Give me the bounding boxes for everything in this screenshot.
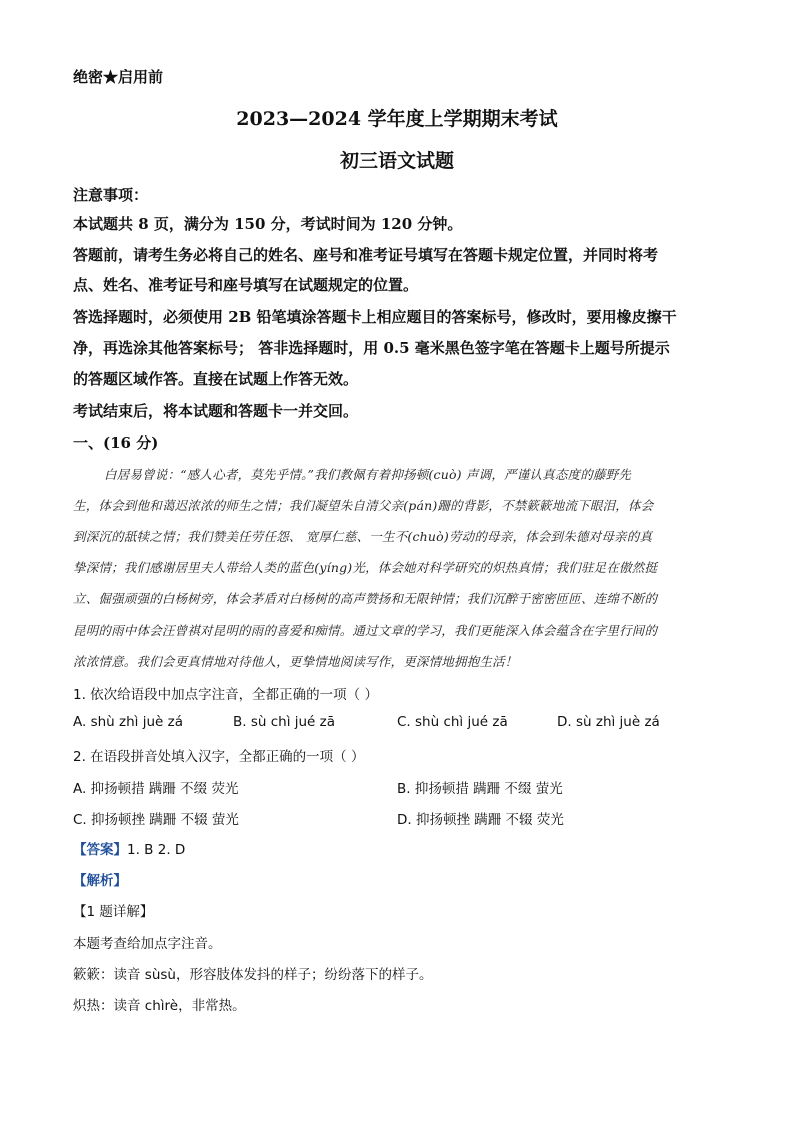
- passage-line: 立、倔强顽强的白杨树旁，体会茅盾对白杨树的高声赞扬和无限钟情；我们沉醉于密密匝匝、连绵不断的: [73, 591, 658, 606]
- passage-line: 昆明的雨中体会汪曾祺对昆明的雨的喜爱和痴情。通过文章的学习，我们更能深入体会蕴含在字里行间的: [73, 623, 658, 638]
- passage-line: 浓浓情意。我们会更真情地对待他人，更挚情地阅读写作，更深情地拥抱生活！: [73, 654, 518, 669]
- confidential-mark: 绝密★启用前: [73, 68, 164, 86]
- question-2-option-d[interactable]: D. 抑扬顿挫 蹒跚 不辍 荧光: [397, 812, 564, 828]
- question-2-option-a[interactable]: A. 抑扬顿措 蹒跚 不缀 荧光: [73, 781, 239, 797]
- notice-heading: 注意事项：: [73, 186, 149, 204]
- exam-title: 2023—2024 学年度上学期期末考试: [236, 108, 558, 130]
- analysis-line: 炽热：读音 chìrè，非常热。: [73, 998, 246, 1014]
- detail-label: 【1 题详解】: [73, 904, 154, 920]
- notice-line: 答选择题时，必须使用 2B 铅笔填涂答题卡上相应题目的答案标号，修改时，要用橡皮擦干: [73, 308, 677, 326]
- question-2-option-c[interactable]: C. 抑扬顿挫 蹒跚 不辍 萤光: [73, 812, 239, 828]
- answer-label: 【答案】: [73, 842, 127, 858]
- notice-line: 点、姓名、准考证号和座号填写在试题规定的位置。: [73, 276, 419, 294]
- notice-line: 考试结束后，将本试题和答题卡一并交回。: [73, 402, 359, 420]
- section-heading: 一、(16 分): [73, 434, 159, 452]
- question-1-option-d[interactable]: D. sù zhì juè zá: [557, 714, 660, 730]
- notice-line: 答题前，请考生务必将自己的姓名、座号和准考证号填写在答题卡规定位置，并同时将考: [73, 246, 659, 264]
- passage-line: 挚深情；我们感谢居里夫人带给人类的蓝色(yíng)光，体会她对科学研究的炽热真情；我们驻足在傲然挺: [73, 560, 658, 575]
- notice-line: 本试题共 8 页，满分为 150 分，考试时间为 120 分钟。: [73, 215, 463, 233]
- question-1-option-a[interactable]: A. shù zhì juè zá: [73, 714, 183, 730]
- analysis-line: 簌簌：读音 sùsù，形容肢体发抖的样子；纷纷落下的样子。: [73, 967, 433, 983]
- notice-line: 的答题区域作答。直接在试题上作答无效。: [73, 370, 359, 388]
- passage-line: 白居易曾说：“感人心者，莫先乎情。”我们教佩有着抑扬顿(cuò) 声调，严谨认真态度的藤野先: [104, 467, 632, 482]
- answer-row: [73, 838, 185, 858]
- exam-subtitle: 初三语文试题: [339, 150, 454, 172]
- question-2-stem: 2. 在语段拼音处填入汉字，全都正确的一项（ ）: [73, 749, 365, 765]
- question-1-option-b[interactable]: B. sù chì jué zā: [233, 714, 336, 730]
- answer-text: 1. B 2. D: [127, 842, 186, 858]
- passage-line: 生，体会到他和蔼迟浓浓的师生之情；我们凝望朱自清父亲(pán)跚的背影，不禁簌簌地流下眼泪，体会: [73, 498, 654, 513]
- question-1-option-c[interactable]: C. shù chì jué zā: [397, 714, 508, 730]
- analysis-line: 本题考查给加点字注音。: [73, 936, 222, 952]
- notice-line: 净，再选涂其他答案标号； 答非选择题时，用 0.5 毫米黑色签字笔在答题卡上题号所提示: [73, 339, 670, 357]
- question-2-option-b[interactable]: B. 抑扬顿措 蹒跚 不缀 萤光: [397, 781, 563, 797]
- passage-line: 到深沉的舐犊之情；我们赞美任劳任怨、 宽厚仁慈、一生不(chuò)劳动的母亲，体会到朱德对母亲的真: [73, 529, 653, 544]
- analysis-label: 【解析】: [73, 873, 127, 889]
- question-1-stem: 1. 依次给语段中加点字注音，全都正确的一项（ ）: [73, 687, 378, 703]
